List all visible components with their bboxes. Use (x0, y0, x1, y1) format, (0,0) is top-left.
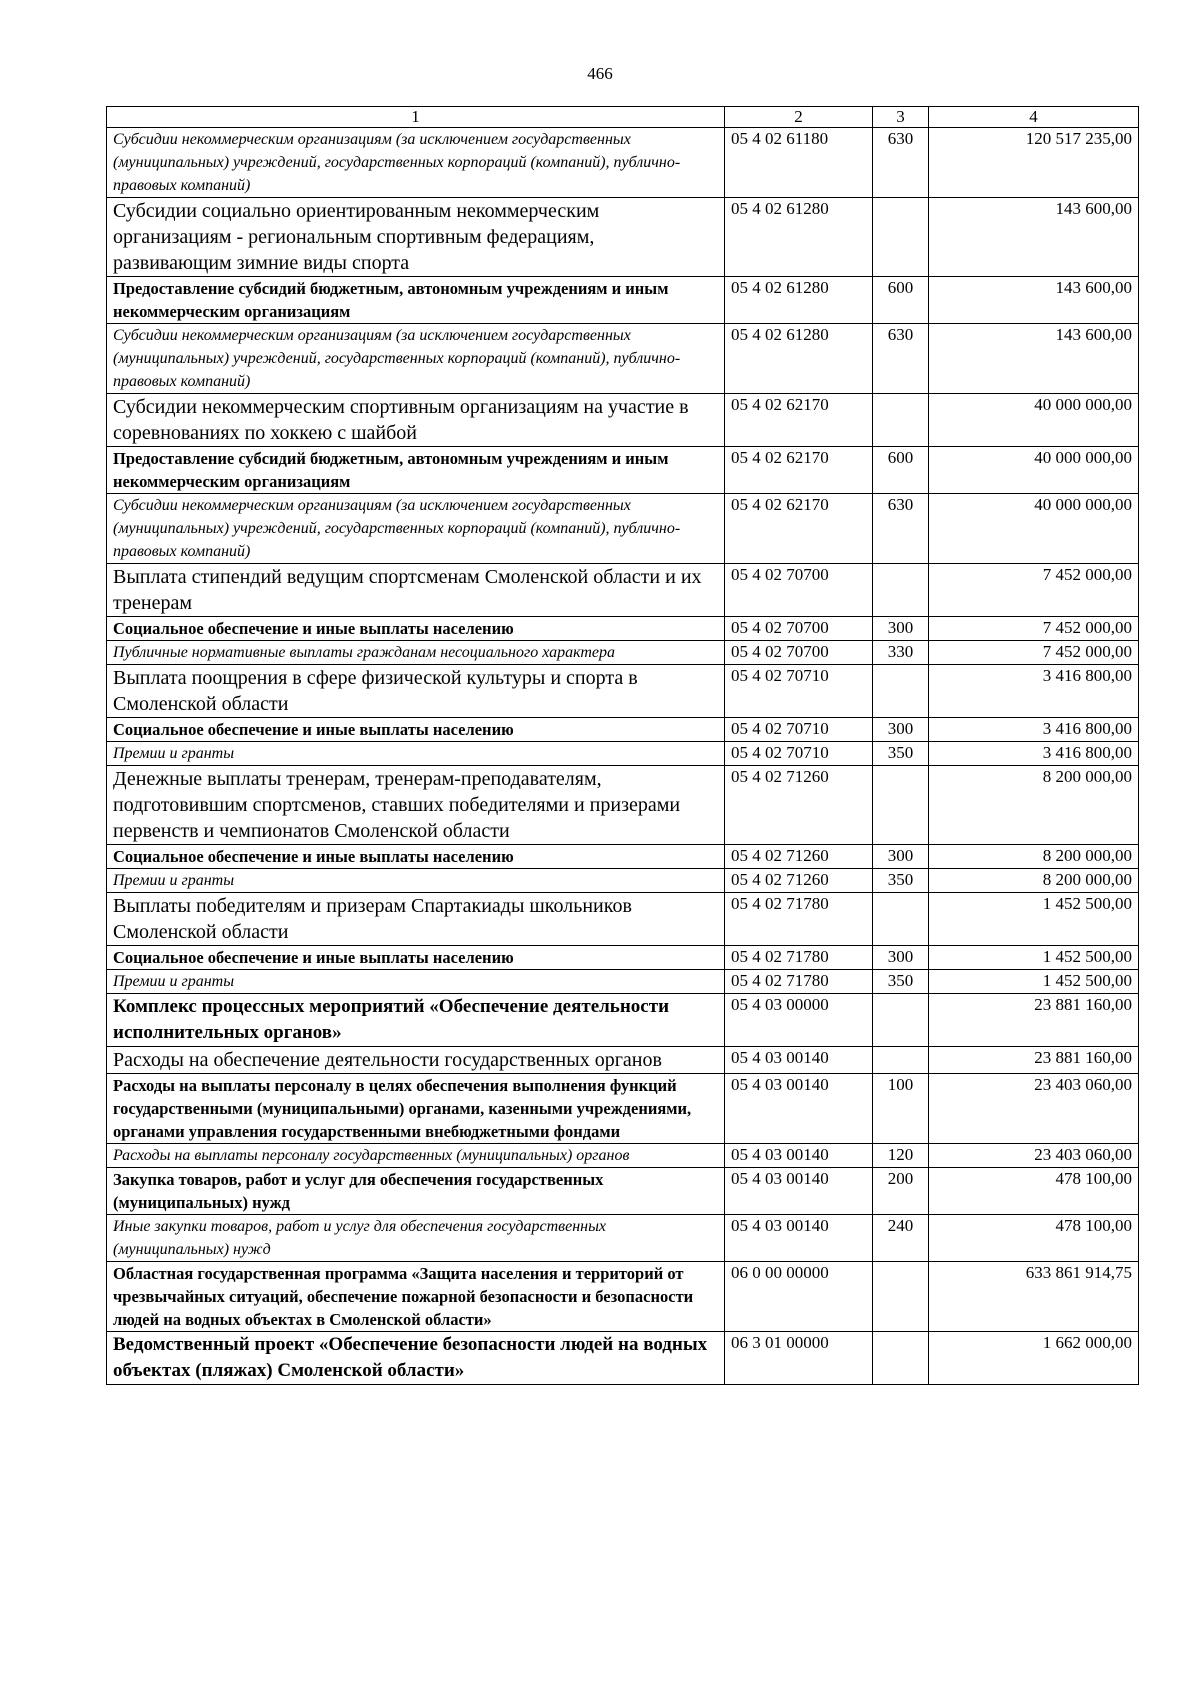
budget-table-body (107, 107, 1139, 1385)
row-name: Социальное обеспечение и иные выплаты населению (107, 718, 725, 742)
row-name: Расходы на выплаты персоналу в целях обеспечения выполнения функций государственными (муниципальными) органами, казенными учреждениями, органами управления государственными внебюджетными фондами (107, 1074, 725, 1144)
row-amount: 23 881 160,00 (929, 1047, 1139, 1074)
row-type: 630 (873, 324, 929, 394)
row-amount: 1 452 500,00 (929, 970, 1139, 994)
row-name: Субсидии социально ориентированным некоммерческим организациям - региональным спортивным федерациям, развивающим зимние виды спорта (107, 198, 725, 277)
row-name: Предоставление субсидий бюджетным, автономным учреждениям и иным некоммерческим организациям (107, 277, 725, 324)
row-amount: 1 452 500,00 (929, 893, 1139, 946)
table-row (107, 1144, 1139, 1168)
row-amount: 478 100,00 (929, 1215, 1139, 1262)
row-amount: 3 416 800,00 (929, 718, 1139, 742)
table-header-row (107, 107, 1139, 128)
table-row (107, 1215, 1139, 1262)
row-code: 05 4 03 00140 (725, 1144, 873, 1168)
row-name: Выплата поощрения в сфере физической культуры и спорта в Смоленской области (107, 665, 725, 718)
row-amount: 1 452 500,00 (929, 946, 1139, 970)
table-row (107, 617, 1139, 641)
row-type: 600 (873, 277, 929, 324)
table-row (107, 665, 1139, 718)
table-row (107, 447, 1139, 494)
row-amount: 8 200 000,00 (929, 869, 1139, 893)
row-name: Субсидии некоммерческим организациям (за исключением государственных (муниципальных) учреждений, государственных корпораций (компаний), публично-правовых компаний) (107, 128, 725, 198)
row-type (873, 1262, 929, 1332)
table-row (107, 394, 1139, 447)
row-code: 05 4 02 61280 (725, 324, 873, 394)
row-amount: 143 600,00 (929, 277, 1139, 324)
table-row (107, 1168, 1139, 1215)
row-amount: 7 452 000,00 (929, 564, 1139, 617)
header-col-1: 1 (107, 107, 725, 128)
table-row (107, 198, 1139, 277)
row-name: Социальное обеспечение и иные выплаты населению (107, 946, 725, 970)
row-code: 06 3 01 00000 (725, 1332, 873, 1385)
row-code: 05 4 02 71260 (725, 766, 873, 845)
row-name: Премии и гранты (107, 742, 725, 766)
budget-table (106, 106, 1139, 1385)
row-code: 06 0 00 00000 (725, 1262, 873, 1332)
header-col-2: 2 (725, 107, 873, 128)
row-name: Субсидии некоммерческим организациям (за исключением государственных (муниципальных) учреждений, государственных корпораций (компаний), публично-правовых компаний) (107, 494, 725, 564)
row-code: 05 4 03 00140 (725, 1047, 873, 1074)
table-row (107, 970, 1139, 994)
row-code: 05 4 02 62170 (725, 447, 873, 494)
row-code: 05 4 02 71780 (725, 970, 873, 994)
row-name: Субсидии некоммерческим спортивным организациям на участие в соревнованиях по хоккею с шайбой (107, 394, 725, 447)
row-name: Публичные нормативные выплаты гражданам несоциального характера (107, 641, 725, 665)
row-code: 05 4 02 61180 (725, 128, 873, 198)
row-code: 05 4 02 70700 (725, 641, 873, 665)
row-type: 350 (873, 869, 929, 893)
row-code: 05 4 02 70710 (725, 718, 873, 742)
table-row (107, 869, 1139, 893)
row-type (873, 1332, 929, 1385)
row-type (873, 1047, 929, 1074)
row-type: 100 (873, 1074, 929, 1144)
row-type: 330 (873, 641, 929, 665)
row-code: 05 4 03 00000 (725, 994, 873, 1047)
row-name: Выплаты победителям и призерам Спартакиады школьников Смоленской области (107, 893, 725, 946)
row-code: 05 4 02 71780 (725, 893, 873, 946)
row-amount: 40 000 000,00 (929, 394, 1139, 447)
row-amount: 143 600,00 (929, 198, 1139, 277)
table-row (107, 564, 1139, 617)
row-name: Предоставление субсидий бюджетным, автономным учреждениям и иным некоммерческим организациям (107, 447, 725, 494)
row-name: Областная государственная программа «Защита населения и территорий от чрезвычайных ситуаций, обеспечение пожарной безопасности и безопасности людей на водных объектах в Смоленской области» (107, 1262, 725, 1332)
row-code: 05 4 02 70700 (725, 617, 873, 641)
row-type: 120 (873, 1144, 929, 1168)
table-row (107, 742, 1139, 766)
header-col-3: 3 (873, 107, 929, 128)
table-row (107, 324, 1139, 394)
row-name: Расходы на выплаты персоналу государственных (муниципальных) органов (107, 1144, 725, 1168)
row-type: 200 (873, 1168, 929, 1215)
page-number: 466 (587, 64, 613, 83)
row-code: 05 4 03 00140 (725, 1168, 873, 1215)
row-code: 05 4 02 70700 (725, 564, 873, 617)
row-type (873, 994, 929, 1047)
row-type: 600 (873, 447, 929, 494)
row-code: 05 4 02 71260 (725, 869, 873, 893)
row-amount: 7 452 000,00 (929, 641, 1139, 665)
row-name: Премии и гранты (107, 970, 725, 994)
row-name: Комплекс процессных мероприятий «Обеспечение деятельности исполнительных органов» (107, 994, 725, 1047)
table-row (107, 277, 1139, 324)
row-amount: 143 600,00 (929, 324, 1139, 394)
row-name: Социальное обеспечение и иные выплаты населению (107, 845, 725, 869)
row-type: 350 (873, 742, 929, 766)
row-code: 05 4 02 62170 (725, 494, 873, 564)
table-row (107, 128, 1139, 198)
row-name: Премии и гранты (107, 869, 725, 893)
row-name: Денежные выплаты тренерам, тренерам-преподавателям, подготовившим спортсменов, ставших победителями и призерами первенств и чемпионатов Смоленской области (107, 766, 725, 845)
row-name: Иные закупки товаров, работ и услуг для обеспечения государственных (муниципальных) нужд (107, 1215, 725, 1262)
row-name: Выплата стипендий ведущим спортсменам Смоленской области и их тренерам (107, 564, 725, 617)
table-row (107, 1047, 1139, 1074)
row-type (873, 198, 929, 277)
row-code: 05 4 03 00140 (725, 1074, 873, 1144)
row-amount: 8 200 000,00 (929, 845, 1139, 869)
row-amount: 633 861 914,75 (929, 1262, 1139, 1332)
row-name: Ведомственный проект «Обеспечение безопасности людей на водных объектах (пляжах) Смоленской области» (107, 1332, 725, 1385)
row-amount: 1 662 000,00 (929, 1332, 1139, 1385)
row-type (873, 665, 929, 718)
row-code: 05 4 02 71260 (725, 845, 873, 869)
row-amount: 3 416 800,00 (929, 742, 1139, 766)
row-amount: 478 100,00 (929, 1168, 1139, 1215)
row-amount: 7 452 000,00 (929, 617, 1139, 641)
row-code: 05 4 02 61280 (725, 277, 873, 324)
table-row (107, 1332, 1139, 1385)
row-amount: 40 000 000,00 (929, 494, 1139, 564)
row-type: 630 (873, 494, 929, 564)
table-row (107, 1262, 1139, 1332)
row-type: 240 (873, 1215, 929, 1262)
row-type: 300 (873, 718, 929, 742)
row-code: 05 4 03 00140 (725, 1215, 873, 1262)
row-code: 05 4 02 61280 (725, 198, 873, 277)
table-row (107, 893, 1139, 946)
header-col-4: 4 (929, 107, 1139, 128)
row-name: Социальное обеспечение и иные выплаты населению (107, 617, 725, 641)
row-amount: 8 200 000,00 (929, 766, 1139, 845)
table-row (107, 718, 1139, 742)
row-type (873, 893, 929, 946)
row-code: 05 4 02 70710 (725, 742, 873, 766)
table-row (107, 494, 1139, 564)
row-amount: 40 000 000,00 (929, 447, 1139, 494)
row-type (873, 564, 929, 617)
row-amount: 23 403 060,00 (929, 1074, 1139, 1144)
table-row (107, 766, 1139, 845)
row-amount: 3 416 800,00 (929, 665, 1139, 718)
table-row (107, 994, 1139, 1047)
row-type: 350 (873, 970, 929, 994)
table-row (107, 641, 1139, 665)
row-name: Закупка товаров, работ и услуг для обеспечения государственных (муниципальных) нужд (107, 1168, 725, 1215)
row-amount: 120 517 235,00 (929, 128, 1139, 198)
row-type: 300 (873, 617, 929, 641)
row-type: 630 (873, 128, 929, 198)
row-amount: 23 881 160,00 (929, 994, 1139, 1047)
row-type: 300 (873, 845, 929, 869)
row-name: Субсидии некоммерческим организациям (за исключением государственных (муниципальных) учреждений, государственных корпораций (компаний), публично-правовых компаний) (107, 324, 725, 394)
row-code: 05 4 02 70710 (725, 665, 873, 718)
table-row (107, 845, 1139, 869)
row-amount: 23 403 060,00 (929, 1144, 1139, 1168)
row-code: 05 4 02 71780 (725, 946, 873, 970)
table-row (107, 946, 1139, 970)
table-row (107, 1074, 1139, 1144)
row-name: Расходы на обеспечение деятельности государственных органов (107, 1047, 725, 1074)
row-type (873, 394, 929, 447)
row-code: 05 4 02 62170 (725, 394, 873, 447)
row-type: 300 (873, 946, 929, 970)
row-type (873, 766, 929, 845)
